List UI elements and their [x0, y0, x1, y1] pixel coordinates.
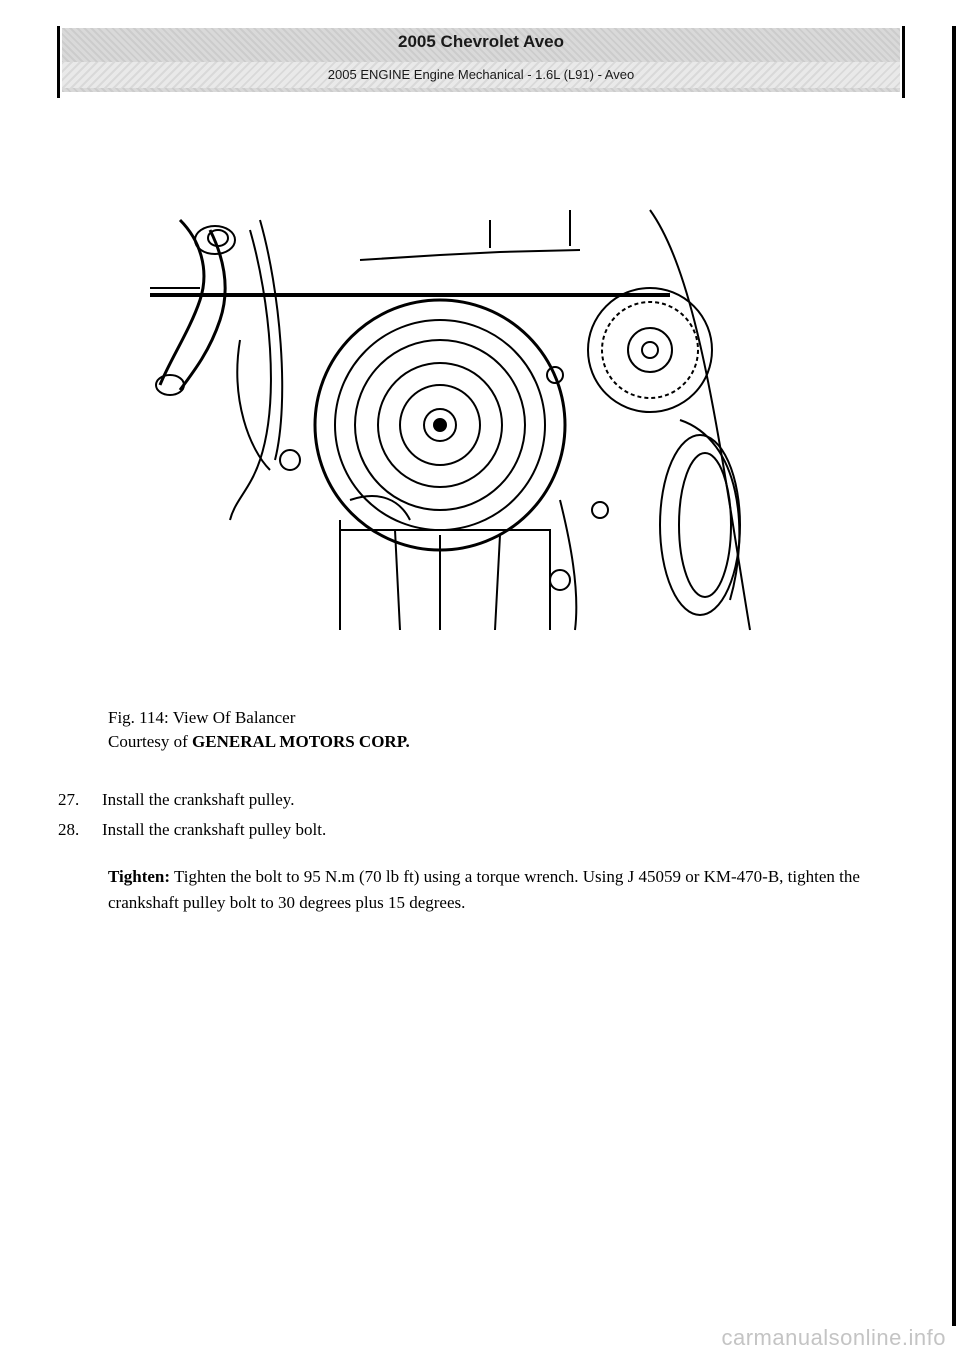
header-frame-right — [902, 26, 905, 98]
step-text: Install the crankshaft pulley bolt. — [102, 820, 327, 839]
step-number: 27. — [58, 790, 80, 809]
tighten-spec — [108, 864, 908, 916]
courtesy-org: GENERAL MOTORS CORP. — [192, 732, 410, 751]
procedure-steps — [58, 788, 898, 848]
figure-caption — [108, 706, 410, 754]
balancer-illustration — [140, 200, 770, 635]
courtesy-prefix: Courtesy of — [108, 732, 188, 751]
step-27 — [58, 788, 898, 818]
page-header — [62, 28, 900, 92]
figure-courtesy — [108, 730, 410, 754]
step-number: 28. — [58, 820, 80, 839]
tighten-label: Tighten: — [108, 867, 171, 886]
tighten-text: Tighten the bolt to 95 N.m (70 lb ft) using a torque wrench. Using J 45059 or KM-470-B, tighten the crankshaft pulley bolt to 30 degrees plus 15 degrees. — [108, 867, 860, 912]
page-edge — [952, 26, 956, 1326]
step-text: Install the crankshaft pulley. — [102, 790, 295, 809]
document-title: 2005 Chevrolet Aveo — [398, 32, 564, 51]
header-frame-left — [57, 26, 60, 98]
watermark: carmanualsonline.info — [721, 1325, 946, 1350]
step-28 — [58, 818, 898, 848]
figure-title: Fig. 114: View Of Balancer — [108, 708, 296, 727]
document-subtitle: 2005 ENGINE Engine Mechanical - 1.6L (L91) - Aveo — [62, 62, 900, 88]
